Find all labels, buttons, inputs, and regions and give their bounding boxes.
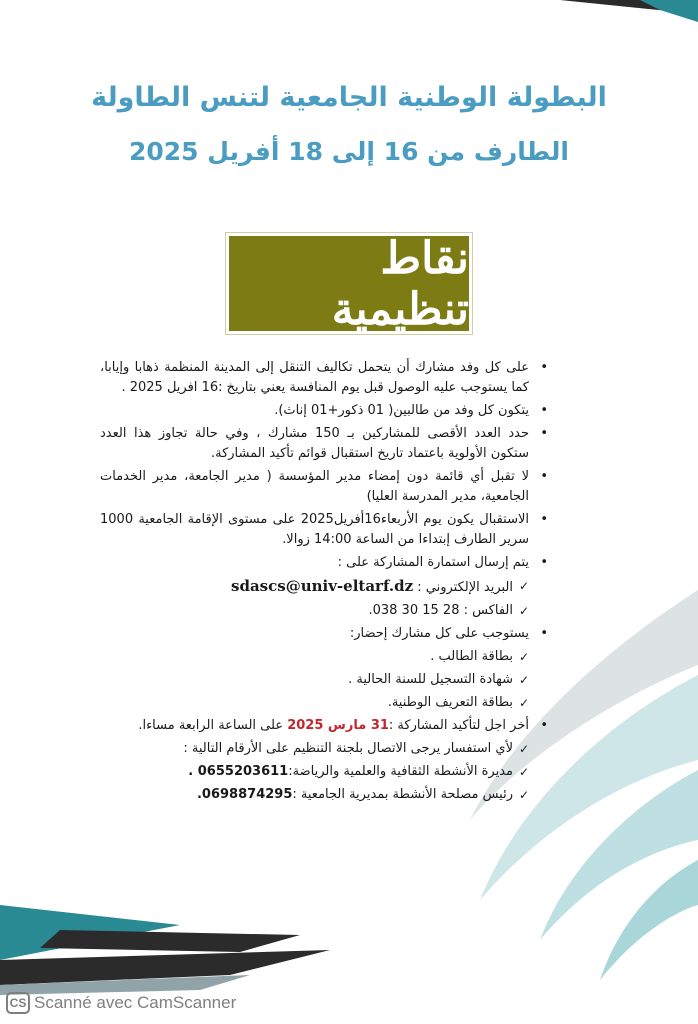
- document-registration: ✓ شهادة التسجيل للسنة الحالية .: [100, 670, 529, 690]
- watermark-text: Scanné avec CamScanner: [34, 993, 237, 1012]
- point-reception: • الاستقبال يكون يوم الأربعاء16أفريل2025 على مستوى الإقامة الجامعية 1000 سرير الطارف إبتداءا من الساعة 14:00 زوالا.: [100, 510, 540, 550]
- send-form-intro: يتم إرسال استمارة المشاركة على :: [337, 555, 529, 570]
- contact-intro: ✓ لأي استفسار يرجى الاتصال بلجنة التنظيم على الأرقام التالية :: [100, 739, 529, 759]
- contact-director: [100, 762, 529, 782]
- document-student-card: ✓ بطاقة الطالب .: [100, 647, 529, 667]
- banner-label: نقاط تنظيمية: [331, 232, 469, 335]
- email-item: [100, 576, 529, 598]
- email-label: البريد الإلكتروني :: [413, 580, 513, 595]
- point-travel: • على كل وفد مشارك أن يتحمل تكاليف التنقل إلى المدينة المنظمة ذهابا وإيابا، كما يستوجب عليه الوصول قبل يوم المنافسة يعني بتاريخ :16 افريل 2025 .: [100, 358, 540, 398]
- points-list: [100, 358, 540, 805]
- documents-list: [100, 647, 529, 713]
- point-signature: • لا تقبل أي قائمة دون إمضاء مدير المؤسسة ( مدير الجامعة، مدير الخدمات الجامعية، مدير المدرسة العليا): [100, 467, 540, 507]
- point-documents: [100, 624, 540, 713]
- contact-head: [100, 785, 529, 805]
- camscanner-watermark: [6, 992, 236, 1014]
- point-max-participants: • حدد العدد الأقصى للمشاركين بـ 150 مشارك ، وفي حالة تجاوز هذا العدد ستكون الأولوية باعتماد تاريخ استقبال قوائم تأكيد المشاركة.: [100, 424, 540, 464]
- contact-director-number: 0655203611 .: [188, 764, 289, 779]
- fax-item: ✓ الفاكس : 28 15 30 038.: [100, 601, 529, 621]
- send-form-list: [100, 576, 529, 621]
- contact-list: [100, 739, 529, 805]
- email-link[interactable]: sdascs@univ-eltarf.dz: [231, 577, 414, 595]
- contact-head-number: 0698874295.: [196, 787, 293, 802]
- organizational-points: [100, 358, 540, 808]
- page-title: البطولة الوطنية الجامعية لتنس الطاولة: [91, 82, 607, 113]
- contact-director-label: مديرة الأنشطة الثقافية والعلمية والرياضة:: [288, 764, 513, 779]
- point-send-form: [100, 553, 540, 621]
- documents-intro: يستوجب على كل مشارك إحضار:: [349, 626, 529, 641]
- deadline-intro: أخر اجل لتأكيد المشاركة :: [388, 718, 529, 733]
- section-banner: [229, 232, 469, 335]
- deadline-time: على الساعة الرابعة مساءا.: [138, 718, 288, 733]
- deadline-date: 31 مارس 2025: [287, 718, 389, 733]
- point-deadline: [100, 716, 540, 805]
- document-id-card: ✓ بطاقة التعريف الوطنية.: [100, 693, 529, 713]
- page-subtitle: الطارف من 16 إلى 18 أفريل 2025: [129, 137, 569, 166]
- point-delegation: • يتكون كل وفد من طالبين( 01 ذكور+01 إناث).: [100, 401, 540, 421]
- camscanner-logo-icon: CS: [6, 992, 30, 1014]
- contact-head-label: رئيس مصلحة الأنشطة بمديرية الجامعية :: [292, 787, 513, 802]
